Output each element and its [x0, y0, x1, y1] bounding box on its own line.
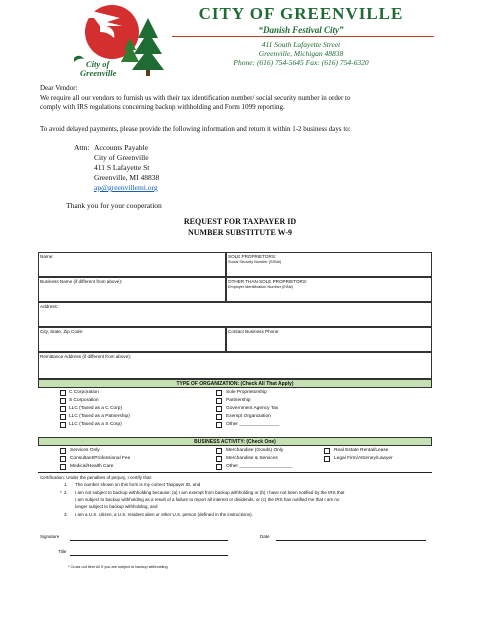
checkbox-llc-c-corp[interactable] [60, 406, 66, 412]
label-merchandise-only: Merchandise (Goods) Only [226, 448, 284, 453]
cert-intro: Certification: Under the penalties of perjury, I certify that: [40, 475, 152, 480]
checkbox-medical[interactable] [60, 464, 66, 470]
label-consultant: Consultant/Professional Fee [70, 456, 131, 461]
title-label: Title [58, 549, 67, 554]
date-line[interactable] [276, 540, 426, 541]
phone-fax: Phone: (616) 754-5645 Fax: (616) 754-6320 [233, 58, 369, 67]
date-label: Date [260, 534, 270, 539]
address-cell[interactable] [38, 302, 432, 327]
label-partnership: Partnership [226, 398, 251, 403]
label-llc-c-corp: LLC (Taxed as a C Corp) [69, 406, 123, 411]
email-link[interactable]: ap@greenvillemi.org [94, 183, 158, 192]
name-cell[interactable] [38, 252, 226, 277]
city-motto: “Danish Festival City” [258, 25, 344, 35]
label-llc-partnership: LLC (Taxed as a Patnership) [69, 414, 130, 419]
paragraph-1-line-1: We require all our vendors to furnish us with their tax identification number/ social security number in order to [40, 94, 351, 102]
greeting: Dear Vendor: [40, 84, 78, 92]
city-title: CITY OF GREENVILLE [198, 4, 404, 23]
checkbox-s-corp[interactable] [60, 398, 66, 404]
contact-phone-cell[interactable] [226, 327, 432, 352]
checkbox-services-only[interactable] [60, 448, 66, 454]
checkbox-c-corp[interactable] [60, 390, 66, 396]
checkbox-government-agency[interactable] [216, 406, 222, 412]
request-title-line-2: NUMBER SUBSTITUTE W-9 [187, 228, 293, 237]
checkbox-real-estate[interactable] [324, 448, 330, 454]
city-state-zip-cell[interactable] [38, 327, 226, 352]
signature-label: Signature [40, 534, 60, 539]
address-label: Address: [40, 304, 59, 309]
w9-form [38, 252, 432, 580]
sole-prop-label: SOLE PROPRIETORS: [228, 254, 277, 259]
attn-line-1: Accounts Payable [94, 143, 148, 152]
checkbox-llc-partnership[interactable] [60, 414, 66, 420]
logo-text-city-of: City of [86, 59, 110, 69]
label-org-other: Other _______________ [226, 422, 280, 427]
label-activity-other: Other ____________________ [226, 464, 293, 469]
label-government-agency: Government Agency Tax [226, 406, 279, 411]
checkbox-activity-other[interactable] [216, 464, 222, 470]
request-title [120, 216, 360, 238]
label-legal: Legal Firm/Attorney/Lawyer [334, 456, 393, 461]
signature-line[interactable] [70, 540, 228, 541]
other-label: OTHER THAN SOLE PROPRIETORS: [228, 279, 308, 284]
label-sole-proprietorship: Sole Proprietorship [226, 390, 267, 395]
logo-text-greenville: Greenville [80, 68, 117, 78]
remittance-label: Remittance Address (if different from above): [40, 354, 132, 359]
attn-line-4: Greenville, MI 48838 [94, 173, 160, 182]
cert-text-2c: longer subject to backup withholding, and [75, 504, 158, 509]
attn-line-3: 411 S Lafayette St [94, 163, 150, 172]
cert-text-3: I am a U.S. citizen, a U.S. resident alien or other U.S. person (defined in the instructions). [75, 512, 253, 517]
business-name-cell[interactable] [38, 277, 226, 302]
label-s-corp: S Corporation [69, 398, 99, 403]
label-llc-s-corp: LLC (Taxed as a S Corp) [69, 422, 122, 427]
name-label: Name: [40, 254, 54, 259]
attn-line-2: City of Greenville [94, 153, 149, 162]
cert-num-1: 1. [64, 482, 68, 487]
cert-text-2b: I am subject to backup withholding as a result of a failure to report all interest or dividends, or (c) the IRS has notified me that I am no [75, 497, 340, 502]
paragraph-2: To avoid delayed payments, please provide the following information and return it within 1-2 business days to: [40, 125, 351, 133]
cert-text-2a: I am not subject to backup withholding because: (a) I am exempt from backup withholding or (b) I have not been notified by the IRS that [75, 490, 345, 495]
checkbox-legal[interactable] [324, 456, 330, 462]
ssn-cell[interactable] [226, 252, 432, 277]
paragraph-1-line-2: comply with IRS regulations concerning backup withholding and Form 1099 reporting. [40, 103, 285, 111]
checkbox-partnership[interactable] [216, 398, 222, 404]
ssn-sublabel: Social Security Number (SSN#) [228, 260, 282, 264]
city-state-zip-label: City, State, Zip Code: [40, 329, 84, 334]
thanks-line: Thank you for your cooperation [66, 201, 162, 210]
checkbox-org-other[interactable] [216, 422, 222, 428]
business-name-label: Business Name (if different from above): [40, 279, 123, 284]
remittance-cell[interactable] [38, 352, 432, 379]
checkbox-sole-proprietorship[interactable] [216, 390, 222, 396]
request-title-line-1: REQUEST FOR TAXPAYER ID [183, 217, 297, 226]
checkbox-llc-s-corp[interactable] [60, 422, 66, 428]
org-type-band: TYPE OF ORGANIZATION: (Check All That Apply) [38, 379, 432, 388]
label-services-only: Services Only [70, 448, 100, 453]
attn-label: Attn: [74, 143, 90, 152]
checkbox-merchandise-services[interactable] [216, 456, 222, 462]
label-medical: Medical/Health Care [70, 464, 114, 469]
label-merchandise-services: Merchandise & Services [226, 456, 278, 461]
address-line-2: Greenville, Michigan 48838 [258, 49, 344, 58]
label-real-estate: Real Estate Rental/Lease [334, 448, 389, 453]
cert-num-3: 3. [64, 512, 68, 517]
cert-text-1: The number shown on this form is my correct Taxpayer ID, and [75, 482, 201, 487]
checkbox-exempt-org[interactable] [216, 414, 222, 420]
title-line[interactable] [70, 555, 228, 556]
cert-num-2: 2. [64, 490, 68, 495]
label-c-corp: C Corporation [69, 390, 99, 395]
cert-asterisk: * [60, 490, 62, 495]
label-exempt-org: Exempt Organization [226, 414, 271, 419]
footnote: * Cross out item #2 if you are subject to backup withholding [68, 565, 168, 569]
checkbox-merchandise-only[interactable] [216, 448, 222, 454]
ein-sublabel: Employer Identification Number (EIN#) [228, 285, 293, 289]
contact-phone-label: Contact Business Phone: [228, 329, 280, 334]
activity-bottom-rule [38, 472, 432, 473]
business-activity-band: BUSINESS ACTIVITY: (Check One) [38, 437, 432, 446]
ein-cell[interactable] [226, 277, 432, 302]
address-line-1: 411 South Lafayette Street [261, 40, 341, 49]
header-rule [172, 36, 434, 37]
checkbox-consultant[interactable] [60, 456, 66, 462]
